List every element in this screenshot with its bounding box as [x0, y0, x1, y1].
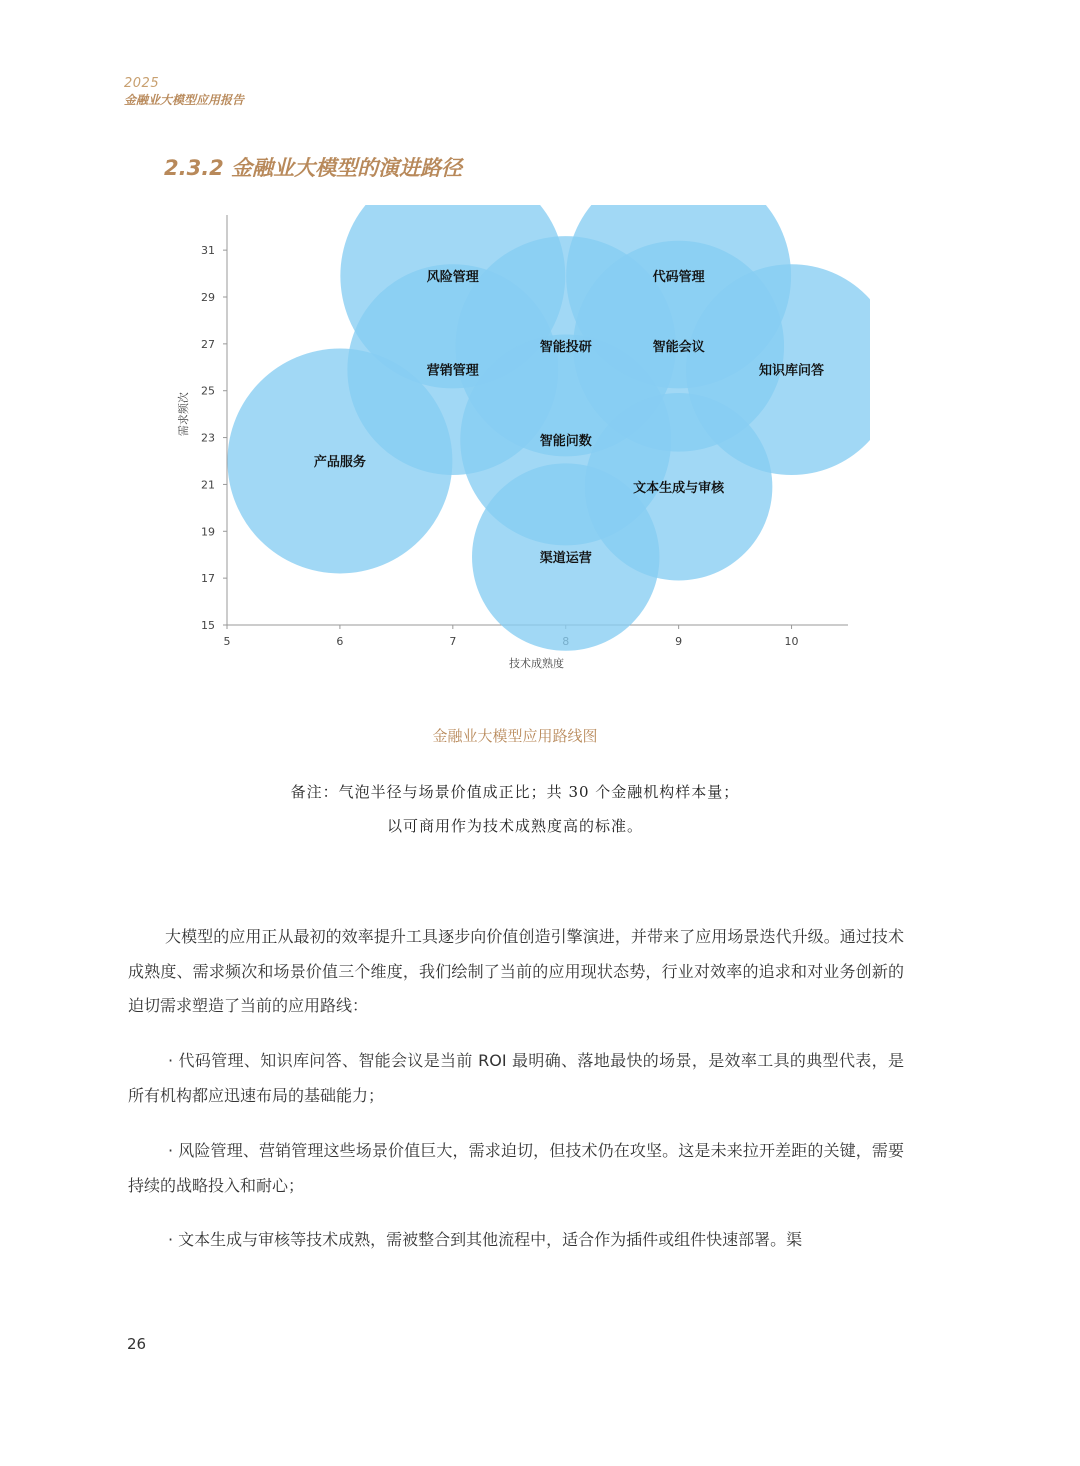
y-tick-label: 21	[201, 478, 215, 492]
section-title: 2.3.2 金融业大模型的演进路径	[164, 156, 463, 180]
bullet-paragraph: · 风险管理、营销管理这些场景价值巨大，需求迫切，但技术仍在攻坚。这是未来拉开差距的关键，需要持续的战略投入和耐心；	[128, 1141, 904, 1195]
bubble-chart	[170, 205, 870, 680]
chart-note-line-1: 备注：气泡半径与场景价值成正比；共 30 个金融机构样本量；	[290, 783, 740, 801]
bubble-label: 文本生成与审核	[633, 480, 725, 496]
x-axis-title: 技术成熟度	[509, 657, 564, 670]
bubble-label: 风险管理	[426, 269, 479, 285]
bullet-paragraph: · 代码管理、知识库问答、智能会议是当前 ROI 最明确、落地最快的场景，是效率工具的典型代表，是所有机构都应迅速布局的基础能力；	[128, 1051, 904, 1105]
bubble-label: 营销管理	[426, 363, 479, 379]
y-tick-label: 27	[201, 337, 215, 351]
bubble-label: 智能投研	[539, 340, 592, 356]
bubble-label: 产品服务	[313, 455, 366, 470]
header-year: 2025	[124, 76, 160, 91]
page-number: 26	[127, 1335, 147, 1353]
chart-note-line-2: 以可商用作为技术成熟度高的标准。	[386, 817, 643, 835]
x-tick-label: 7	[449, 635, 457, 648]
header-report-title: 金融业大模型应用报告	[124, 93, 245, 107]
x-tick-label: 9	[675, 635, 683, 648]
y-axis-title: 需求频次	[177, 392, 190, 437]
y-tick-label: 25	[201, 384, 215, 398]
x-tick-label: 5	[223, 635, 231, 648]
bubble-label: 智能问数	[539, 433, 592, 449]
y-tick-label: 23	[201, 431, 215, 445]
chart-caption: 金融业大模型应用路线图	[432, 727, 598, 745]
body-paragraph: 大模型的应用正从最初的效率提升工具逐步向价值创造引擎演进，并带来了应用场景迭代升级。通过技术成熟度、需求频次和场景价值三个维度，我们绘制了当前的应用现状态势，行业对效率的追求和对业务创新的迫切需求塑造了当前的应用路线：	[128, 927, 904, 1015]
bubble-label: 代码管理	[652, 269, 705, 285]
x-tick-label: 10	[784, 635, 799, 648]
bullet-paragraph: · 文本生成与审核等技术成熟，需被整合到其他流程中，适合作为插件或组件快速部署。渠	[168, 1230, 803, 1249]
bubble-label: 渠道运营	[539, 551, 592, 567]
y-tick-label: 15	[201, 619, 215, 632]
x-tick-label: 6	[336, 635, 344, 648]
y-tick-label: 17	[201, 572, 215, 586]
y-tick-label: 31	[201, 244, 215, 258]
bubble-label: 知识库问答	[759, 363, 825, 379]
y-tick-label: 29	[201, 291, 215, 304]
bubble-label: 智能会议	[652, 340, 705, 356]
y-tick-label: 19	[201, 525, 215, 539]
